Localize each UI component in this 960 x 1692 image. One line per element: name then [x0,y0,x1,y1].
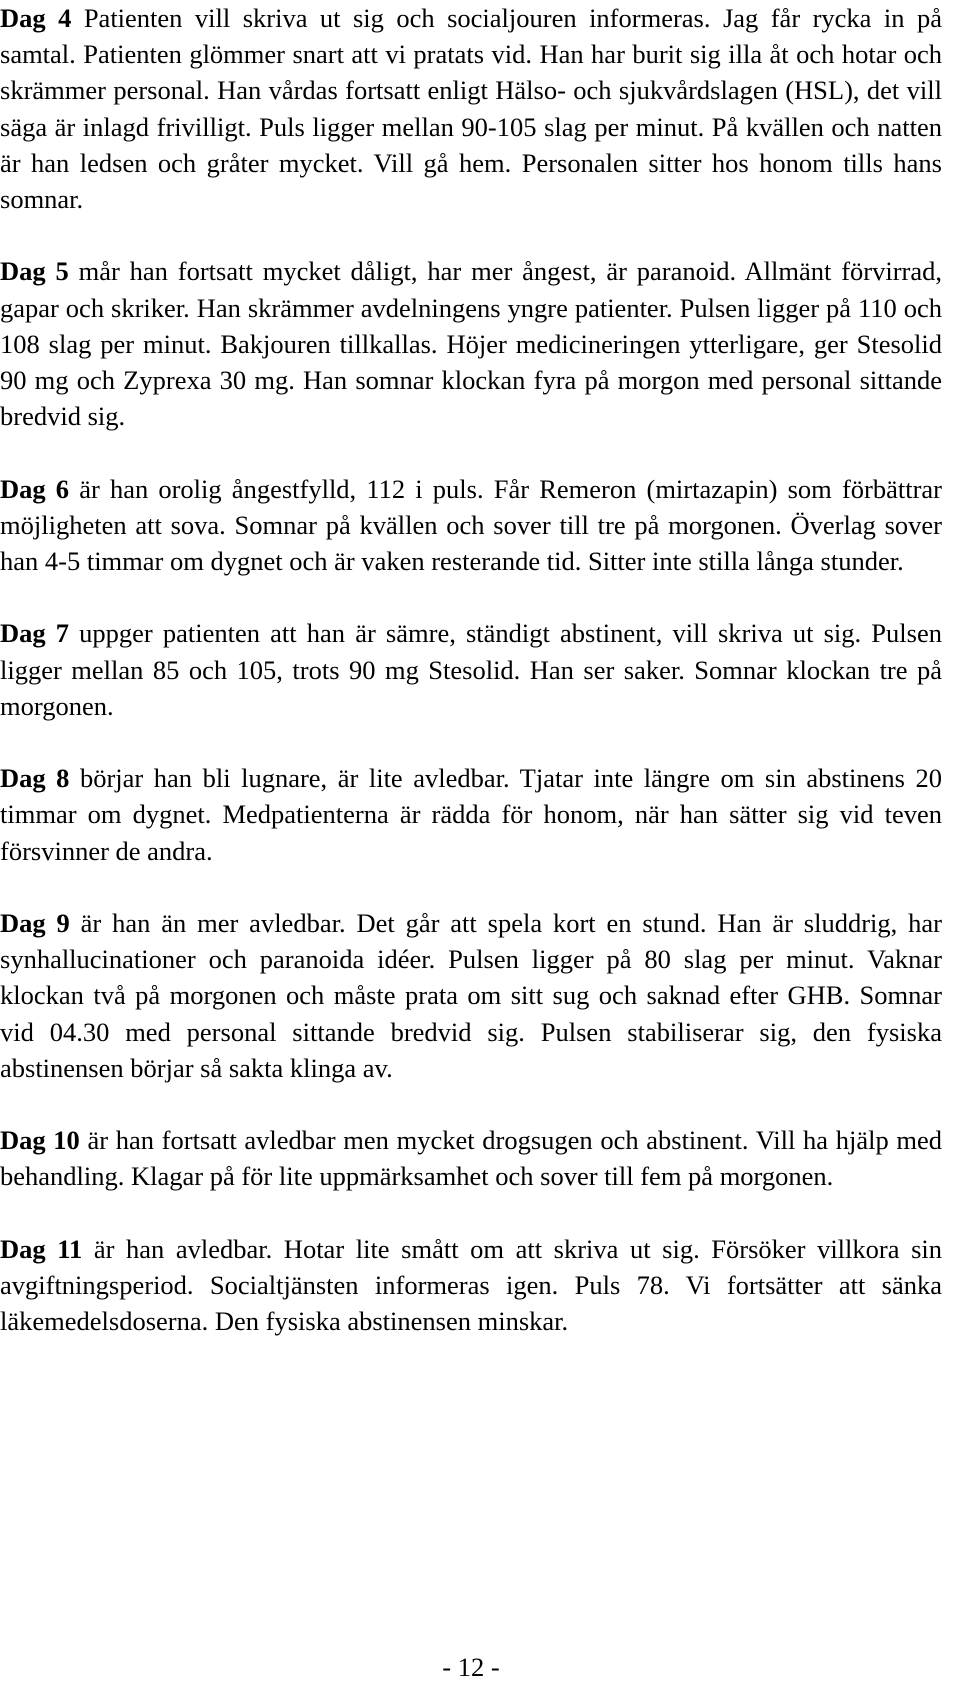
paragraph-text: är han än mer avledbar. Det går att spela kort en stund. Han är sluddrig, har synhallucinationer och paranoida idéer. Pulsen ligger på 80 slag per minut. Vaknar klockan två på morgonen och måste prata om sitt sug och saknad efter GHB. Somnar vid 04.30 med personal sittande bredvid sig. Pulsen stabiliserar sig, den fysiska abstinensen börjar så sakta klinga av. [0,908,942,1083]
day-label: Dag 4 [0,3,72,33]
page-number: - 12 - [442,1652,500,1682]
paragraph-text: är han avledbar. Hotar lite smått om att skriva ut sig. Försöker villkora sin avgiftningsperiod. Socialtjänsten informeras igen. Puls 78. Vi fortsätter att sänka läkemedelsdoserna. Den fysiska abstinensen minskar. [0,1233,942,1337]
day-label: Dag 11 [0,1233,83,1264]
day-label: Dag 6 [0,473,70,504]
day-label: Dag 7 [0,618,70,649]
paragraph-day-10 [0,1122,942,1194]
paragraph-day-6 [0,471,942,580]
paragraph-text: börjar han bli lugnare, är lite avledbar. Tjatar inte längre om sin abstinens 20 timmar om dygnet. Medpatienterna är rädda för honom, när han sätter sig vid teven försvinner de andra. [0,763,943,866]
day-label: Dag 10 [0,1125,80,1156]
paragraph-day-8 [0,760,942,869]
paragraph-text: är han fortsatt avledbar men mycket drogsugen och abstinent. Vill ha hjälp med behandling. Klagar på för lite uppmärksamhet och sover till fem på morgonen. [0,1125,942,1192]
paragraph-text: uppger patienten att han är sämre, ständigt abstinent, vill skriva ut sig. Pulsen ligger mellan 85 och 105, trots 90 mg Stesolid. Han ser saker. Somnar klockan tre på morgonen. [0,618,942,721]
paragraph-text: mår han fortsatt mycket dåligt, har mer ångest, är paranoid. Allmänt förvirrad, gapar och skriker. Han skrämmer avdelningens yngre patienter. Pulsen ligger på 110 och 108 slag per minut. Bakjouren tillkallas. Höjer medicineringen ytterligare, ger Stesolid 90 mg och Zyprexa 30 mg. Han somnar klockan fyra på morgon med personal sittande bredvid sig. [0,256,942,432]
day-label: Dag 8 [0,763,70,794]
paragraph-text: är han orolig ångestfylld, 112 i puls. Får Remeron (mirtazapin) som förbättrar möjligheten att sova. Somnar på kvällen och sover till tre på morgonen. Överlag sover han 4-5 timmar om dygnet och är vaken resterande tid. Sitter inte stilla långa stunder. [0,473,942,577]
paragraph-day-11 [0,1231,942,1340]
day-label: Dag 9 [0,908,70,938]
paragraph-day-5 [0,253,942,434]
paragraph-day-9 [0,905,942,1086]
paragraph-day-7 [0,615,942,724]
paragraph-text: Patienten vill skriva ut sig och socialjouren informeras. Jag får rycka in på samtal. Patienten glömmer snart att vi pratats vid. Han har burit sig illa åt och hotar och skrämmer personal. Han vårdas fortsatt enligt Hälso- och sjukvårdslagen (HSL), det vill säga är inlagd frivilligt. Puls ligger mellan 90-105 slag per minut. På kvällen och natten är han ledsen och gråter mycket. Vill gå hem. Personalen sitter hos honom tills hans somnar. [0,3,942,215]
paragraph-day-4 [0,0,942,217]
day-label: Dag 5 [0,256,69,287]
